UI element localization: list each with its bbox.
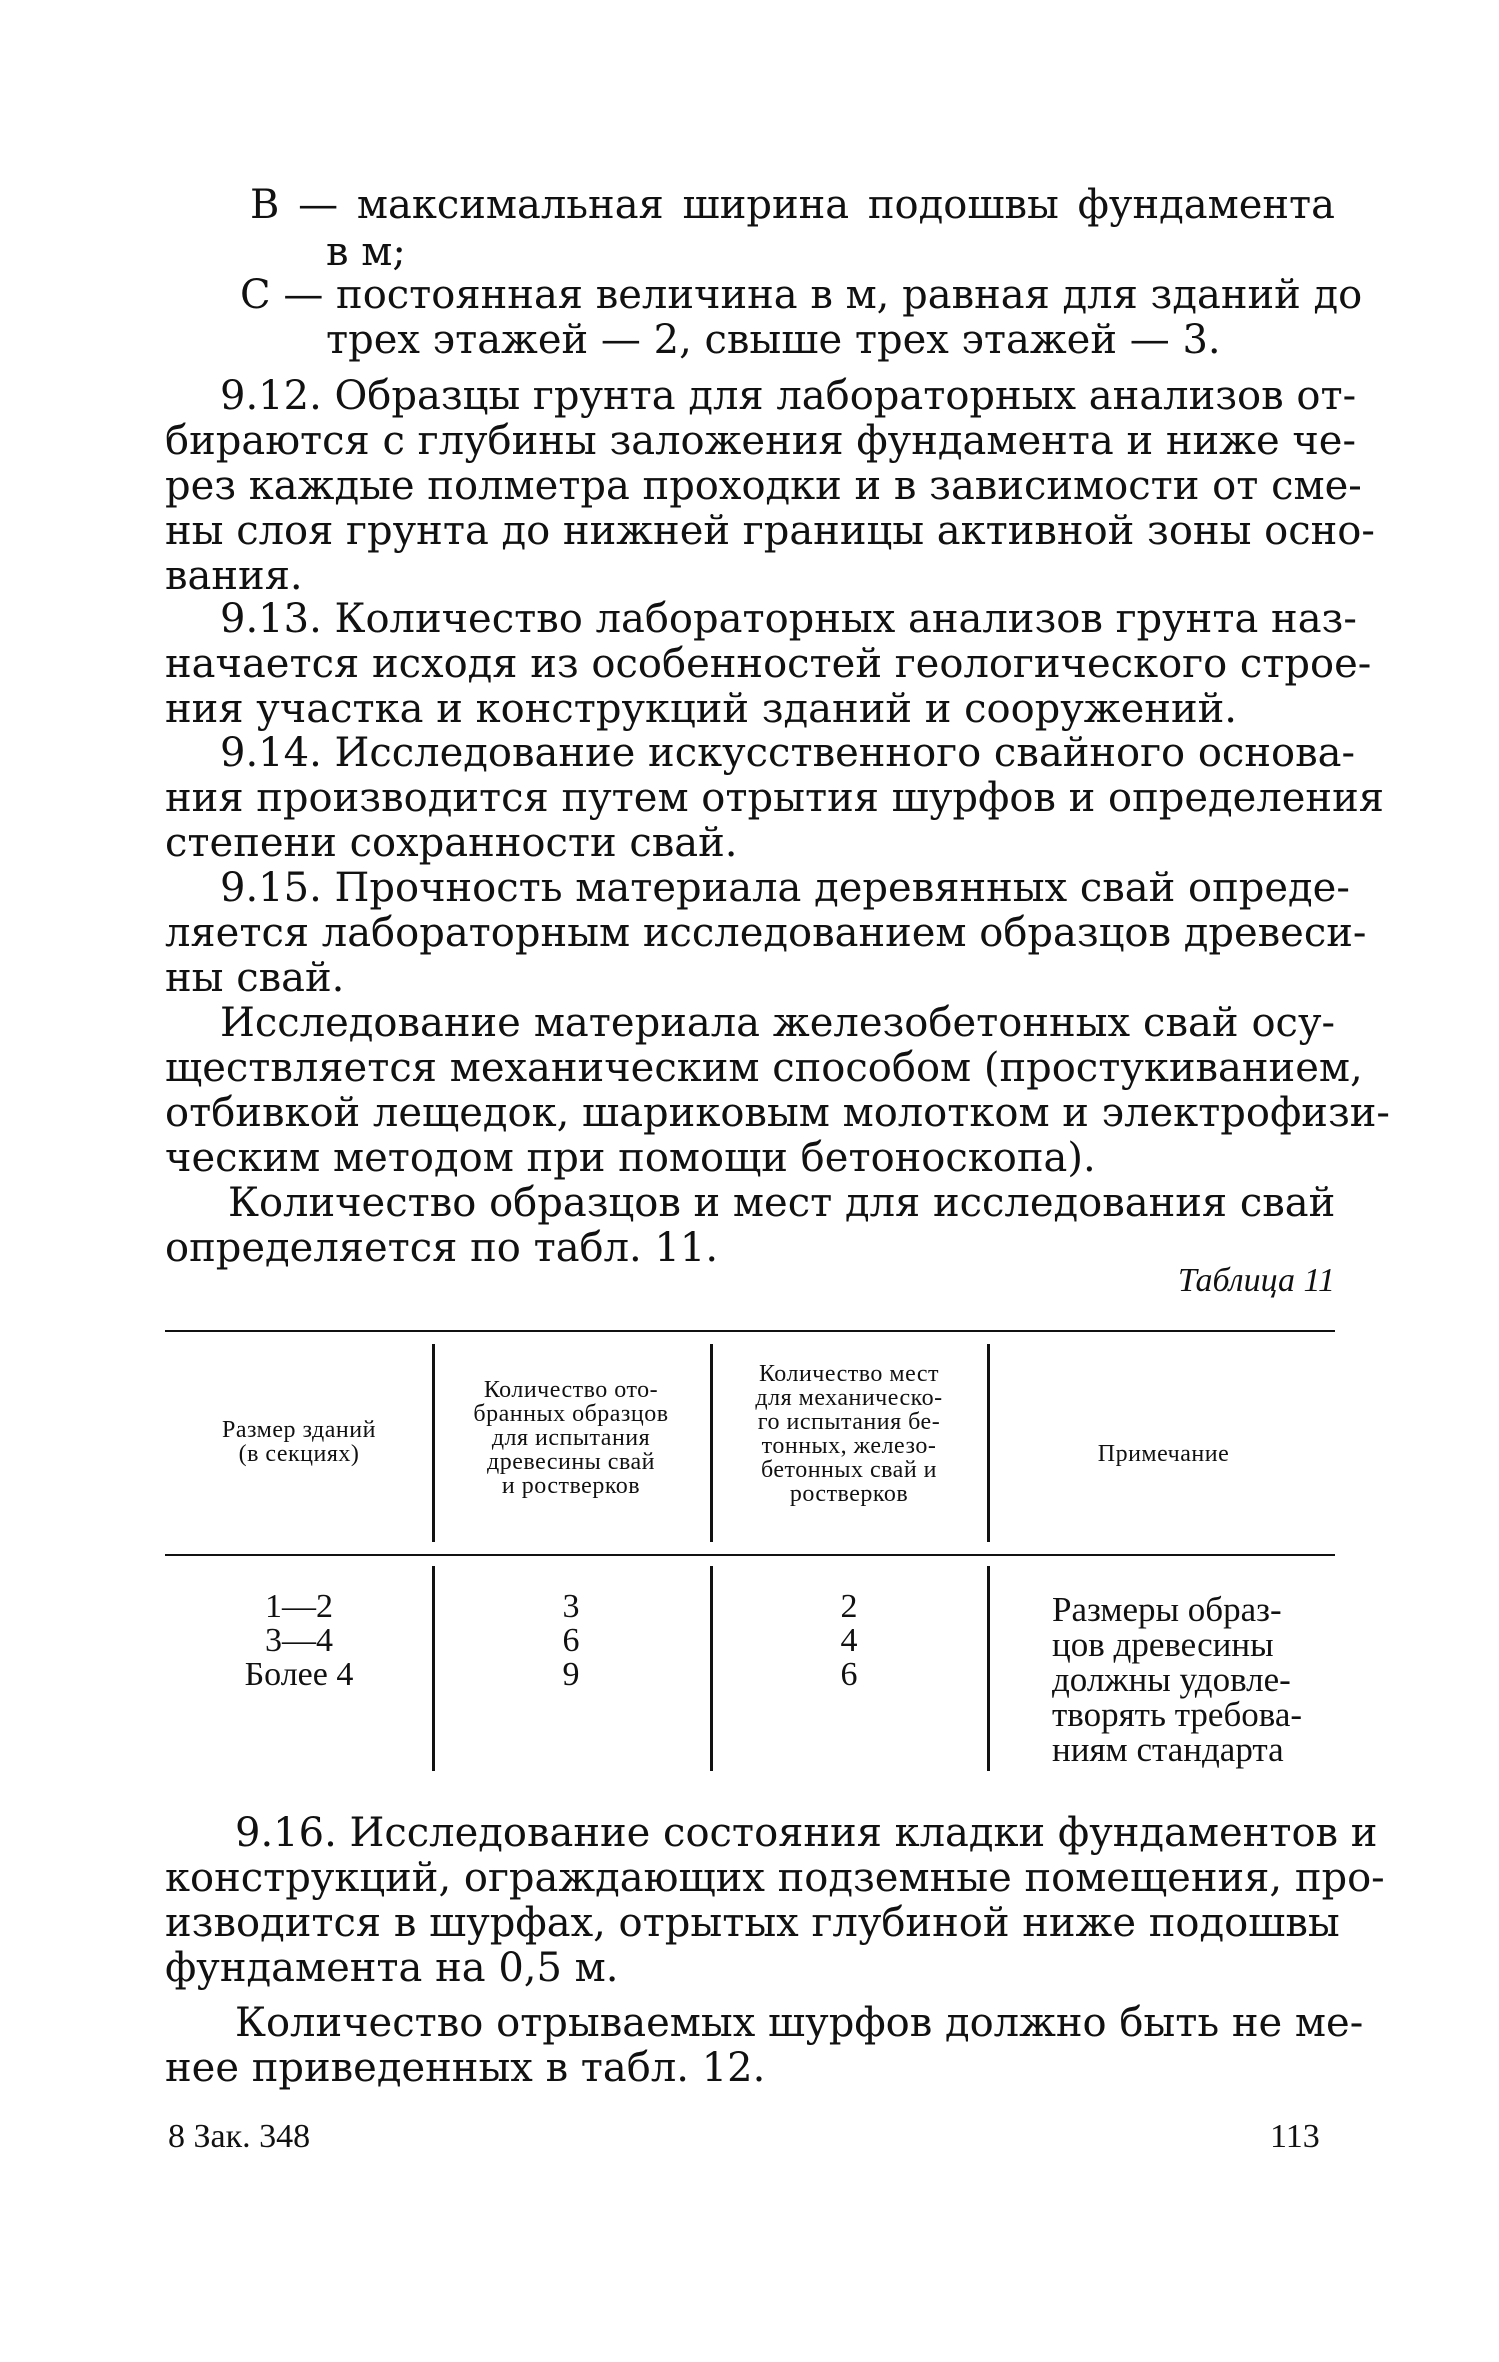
text-line: Исследование материала железобетонных свай осу- [220,1000,1335,1046]
text-line: трех этажей — 2, свыше трех этажей — 3. [326,317,1221,363]
text-line: в м; [326,229,406,275]
text-line: ческим методом при помощи бетоноскопа). [165,1135,1096,1181]
text-line: отбивкой лещедок, шариковым молотком и электрофизи- [165,1090,1390,1136]
text-line: фундамента на 0,5 м. [165,1945,619,1991]
text-line: вания. [165,553,303,599]
table-cell-building-size: 1—2 3—4 Более 4 [244,1588,354,1693]
text-line: 9.13. Количество лабораторных анализов грунта наз- [220,596,1357,642]
footer-order-number: 8 Зак. 348 [168,2118,311,2155]
text-line: определяется по табл. 11. [165,1225,719,1271]
text-line: В — максимальная ширина подошвы фундамента [250,182,1335,228]
table-header-wood-samples: Количество ото- бранных образцов для испытания древесины свай и ростверков [473,1377,669,1499]
text-line: ществляется механическим способом (простукиванием, [165,1045,1363,1091]
text-line: конструкций, ограждающих подземные помещения, про- [165,1855,1385,1901]
text-line: бираются с глубины заложения фундамента и ниже че- [165,418,1356,464]
table-cell-note: Размеры образ- цов древесины должны удовле- творять требова- ниям стандарта [1052,1590,1303,1769]
text-line: 9.12. Образцы грунта для лабораторных анализов от- [220,373,1357,419]
table-cell-wood-samples: 3 6 9 [562,1588,580,1693]
table-column-divider [987,1344,990,1542]
text-line: ны свай. [165,955,345,1001]
table-top-rule [165,1330,1335,1332]
table-column-divider [432,1344,435,1542]
text-line: 9.16. Исследование состояния кладки фундаментов и [235,1810,1378,1856]
text-line: ния участка и конструкций зданий и сооружений. [165,686,1237,732]
text-line: изводится в шурфах, отрытых глубиной ниже подошвы [165,1900,1340,1946]
text-line: нее приведенных в табл. 12. [165,2045,766,2091]
text-line: 9.14. Исследование искусственного свайного основа- [220,730,1355,776]
text-line: рез каждые полметра проходки и в зависимости от сме- [165,463,1362,509]
text-line: ляется лабораторным исследованием образцов древеси- [165,910,1367,956]
table-header-rule [165,1554,1335,1556]
table-column-divider [710,1566,713,1771]
page-number: 113 [1270,2118,1320,2155]
table-column-divider [432,1566,435,1771]
table-header-concrete-tests: Количество мест для механическо- го испытания бе- тонных, железо- бетонных свай и ростверков [755,1361,943,1507]
text-line: Количество отрываемых шурфов должно быть не ме- [235,2000,1364,2046]
table-caption: Таблица 11 [1177,1262,1335,1299]
text-line: ны слоя грунта до нижней границы активной зоны осно- [165,508,1375,554]
text-line: начается исходя из особенностей геологического строе- [165,641,1372,687]
text-line: С — постоянная величина в м, равная для зданий до [240,272,1363,318]
text-line: 9.15. Прочность материала деревянных свай опреде- [220,865,1350,911]
text-line: степени сохранности свай. [165,820,738,866]
table-column-divider [987,1566,990,1771]
table-header-building-size: Размер зданий (в секциях) [222,1417,376,1467]
table-column-divider [710,1344,713,1542]
text-line: ния производится путем отрытия шурфов и определения [165,775,1384,821]
text-line: Количество образцов и мест для исследования свай [228,1180,1336,1226]
table-header-note: Примечание [1097,1441,1230,1467]
table-cell-concrete-tests: 2 4 6 [840,1588,858,1693]
